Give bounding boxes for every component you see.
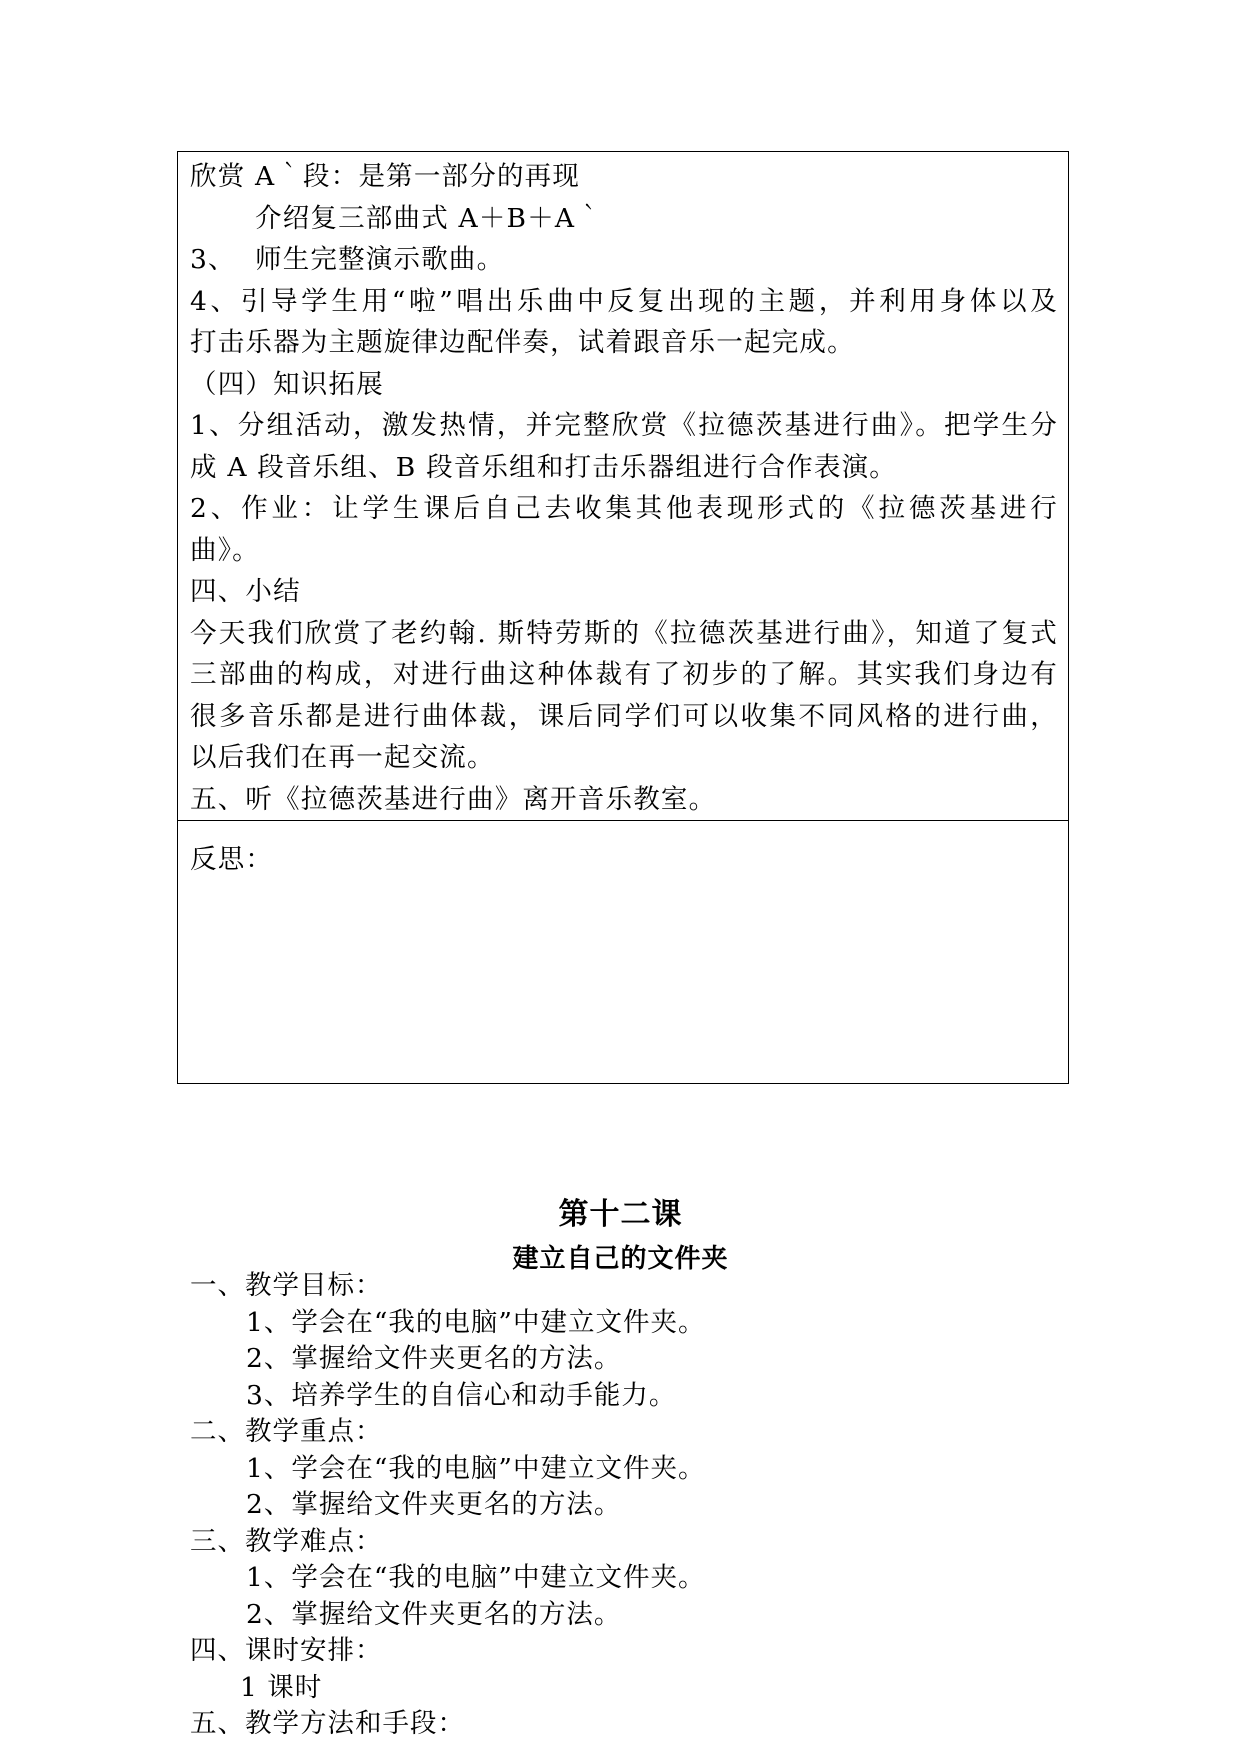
reflection-label: 反思： bbox=[190, 844, 274, 875]
section-heading: 四、小结 bbox=[190, 576, 301, 607]
text-line: 很多音乐都是进行曲体裁，课后同学们可以收集不同风格的进行曲， bbox=[190, 700, 1058, 732]
text-line: 介绍复三部曲式 A＋B＋A｀ bbox=[255, 202, 603, 234]
plan-item: 3、培养学生的自信心和动手能力。 bbox=[246, 1379, 677, 1411]
lesson-number-title: 第十二课 bbox=[558, 1197, 683, 1232]
text-line: 今天我们欣赏了老约翰. 斯特劳斯的《拉德茨基进行曲》，知道了复式 bbox=[190, 617, 1058, 649]
text-line: 五、听《拉德茨基进行曲》离开音乐教室。 bbox=[190, 783, 717, 815]
text-line: 曲》。 bbox=[190, 534, 260, 566]
plan-item: 1、学会在“我的电脑”中建立文件夹。 bbox=[246, 1452, 706, 1484]
plan-heading: 二、教学重点： bbox=[190, 1416, 383, 1447]
text-line: 三部曲的构成，对进行曲这种体裁有了初步的了解。其实我们身边有 bbox=[190, 659, 1058, 690]
section-heading: （四）知识拓展 bbox=[190, 368, 384, 400]
lesson-subtitle: 建立自己的文件夹 bbox=[512, 1244, 729, 1274]
plan-item: 1 课时 bbox=[240, 1671, 323, 1703]
plan-heading: 五、教学方法和手段： bbox=[190, 1708, 465, 1739]
text-line: 欣赏 A｀段：是第一部分的再现 bbox=[190, 161, 581, 192]
text-line: 成 A 段音乐组、B 段音乐组和打击乐器组进行合作表演。 bbox=[190, 451, 897, 483]
lesson-table bbox=[177, 151, 1069, 1084]
teaching-plan bbox=[190, 1268, 990, 1743]
plan-heading: 三、教学难点： bbox=[190, 1525, 383, 1557]
plan-item: 1、学会在“我的电脑”中建立文件夹。 bbox=[246, 1562, 706, 1593]
text-line: 打击乐器为主题旋律边配伴奏，试着跟音乐一起完成。 bbox=[190, 327, 855, 358]
reflection-cell bbox=[178, 820, 1068, 1083]
plan-heading: 一、教学目标： bbox=[190, 1270, 383, 1301]
plan-item: 2、掌握给文件夹更名的方法。 bbox=[246, 1598, 622, 1630]
plan-item: 2、掌握给文件夹更名的方法。 bbox=[246, 1489, 622, 1520]
text-line: 2、作业：让学生课后自己去收集其他表现形式的《拉德茨基进行 bbox=[190, 493, 1058, 524]
text-line: 以后我们在再一起交流。 bbox=[190, 742, 495, 773]
text-line: 3、 师生完整演示歌曲。 bbox=[190, 244, 505, 275]
text-line: 1、分组活动，激发热情，并完整欣赏《拉德茨基进行曲》。把学生分 bbox=[190, 410, 1058, 441]
plan-item: 2、掌握给文件夹更名的方法。 bbox=[246, 1343, 622, 1374]
plan-item: 1、学会在“我的电脑”中建立文件夹。 bbox=[246, 1306, 706, 1338]
lesson-content-cell bbox=[178, 152, 1068, 820]
plan-heading: 四、课时安排： bbox=[190, 1635, 383, 1666]
text-line: 4、引导学生用“啦”唱出乐曲中反复出现的主题，并利用身体以及 bbox=[190, 285, 1058, 317]
